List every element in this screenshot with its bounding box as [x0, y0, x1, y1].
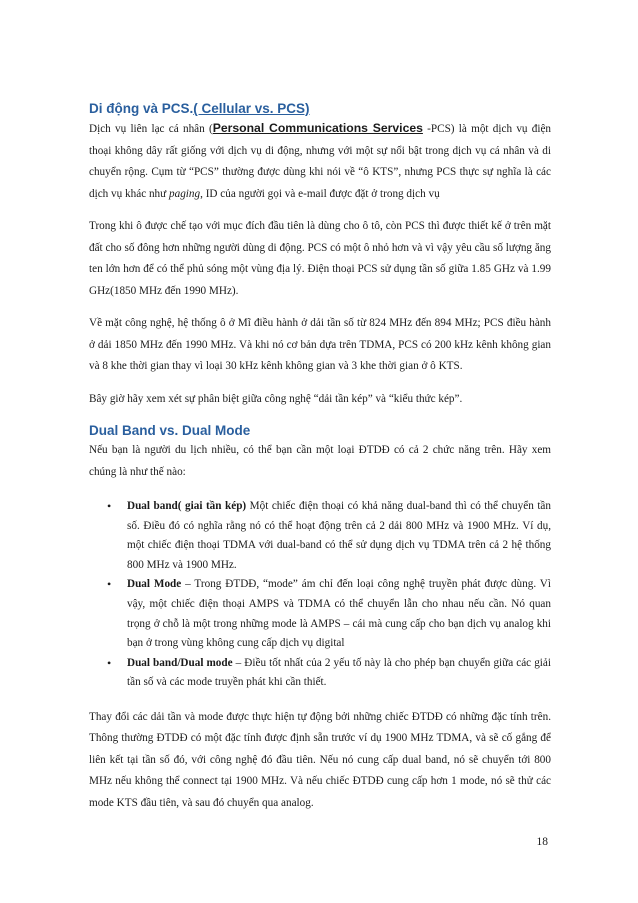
title-paren: ( Cellular vs. PCS) [193, 101, 310, 116]
bullet-text: – Điều tốt nhất của 2 yếu tố này là cho phép bạn chuyển giữa các giải tần số và các mode truyền phát khi cần thiết. [127, 656, 551, 689]
bullet-text: – Trong ĐTDĐ, “mode” ám chỉ đến loại công nghệ truyền phát được dùng. Vì vậy, một chiếc điện thoại AMPS và TDMA có thể chuyển lẫn cho nhau nếu cần. Nó quan trọng ở chỗ là một trong những mode là AMPS – cái mà cung cấp cho bạn dịch vụ analog khi bạn ở trong vùng không cung cấp dịch vụ digital [127, 578, 551, 650]
list-item [89, 654, 551, 693]
p1-post: -PCS) là một dịch vụ điện thoại không dây rất giống với dịch vụ di động, nhưng với một sự nổi bật trong dịch vụ cá nhân và di chuyển rộng. Cụm từ “PCS” thường được dùng khi nói về “ô KTS”, nhưng PCS thực sự nghĩa là các dịch vụ khác như [89, 123, 552, 200]
paragraph-technology: Về mặt công nghệ, hệ thống ô ở Mĩ điều hành ở dải tần số từ 824 MHz đến 894 MHz; PCS điều hành ở dải 1850 MHz đến 1990 MHz. Và khi nó cơ bản dựa trên TDMA, PCS có 200 kHz kênh không gian và 8 khe thời gian thay vì loại 30 kHz kênh không gian và 3 khe thời gian ở ô KTS. [89, 317, 551, 372]
title-main: Di động và PCS. [89, 101, 194, 116]
bullet-term: Dual band( giai tần kép) [127, 500, 247, 512]
list-item [89, 575, 551, 653]
p1-end: , ID của người gọi và e-mail được đặt ở trong dịch vụ [200, 187, 440, 200]
paragraph-pcs-intro [89, 118, 551, 205]
paragraph-closing: Thay đổi các dải tần và mode được thực hiện tự động bởi những chiếc ĐTDĐ có những đặc tính trên. Thông thường ĐTDĐ có một đặc tính được định sẵn trước ví dụ 1900 MHz TDMA, và sẽ cố gắng để liên kết tại tần số đó, với công nghệ đó đầu tiên. Nếu nó cung cấp dual band, nó sẽ chuyển tới 800 MHz nếu không thể connect tại 1900 MHz. Và nếu chiếc ĐTDĐ cung cấp hơn 1 mode, nó sẽ thử các mode KTS đầu tiên, và sau đó chuyển qua analog. [89, 710, 551, 809]
bullet-term: Dual band/Dual mode [127, 656, 233, 669]
bullet-list [89, 497, 551, 693]
list-item [89, 497, 551, 575]
bullet-term: Dual Mode [127, 578, 182, 591]
paragraph-pcs-design: Trong khi ô được chế tạo với mục đích đầu tiên là dùng cho ô tô, còn PCS thì được thiết kế ở trên mặt đất cho số đông hơn những người dùng di động. PCS có một ô nhỏ hơn và vì vậy yêu cầu số lượng ăng ten lớn hơn để có thể phủ sóng một vùng địa lý. Điện thoại PCS sử dụng tần số giữa 1.85 GHz và 1.99 GHz(1850 MHz đến 1990 MHz). [89, 220, 551, 297]
p1-pre: Dịch vụ liên lạc cá nhân ( [89, 123, 213, 135]
p1-italic: paging [169, 187, 201, 200]
page-number: 18 [536, 836, 548, 848]
paragraph-transition: Bây giờ hãy xem xét sự phân biệt giữa công nghệ “dải tần kép” và “kiểu thức kép”. [89, 392, 463, 405]
term-pcs: Personal Communications Services [212, 121, 423, 135]
section-title-cellular-pcs [89, 100, 551, 118]
bullet-text: Một chiếc điện thoại có khả năng dual-band thì có thể chuyển tần số. Điều đó có nghĩa rằng nó có thể hoạt động trên cả 2 dải 800 MHz và 1900 MHz. Ví dụ, một chiếc điện thoại TDMA với dual-band có thể sử dụng dịch vụ TDMA trên cả 2 hệ thống 800 MHz và 1900 MHz. [127, 500, 551, 571]
section-title-dual-band: Dual Band vs. Dual Mode [89, 423, 251, 438]
paragraph-dual-intro: Nếu bạn là người du lịch nhiều, có thể bạn cần một loại ĐTDĐ có cả 2 chức năng trên. Hãy xem chúng là như thế nào: [89, 444, 551, 478]
document-page [89, 100, 551, 814]
